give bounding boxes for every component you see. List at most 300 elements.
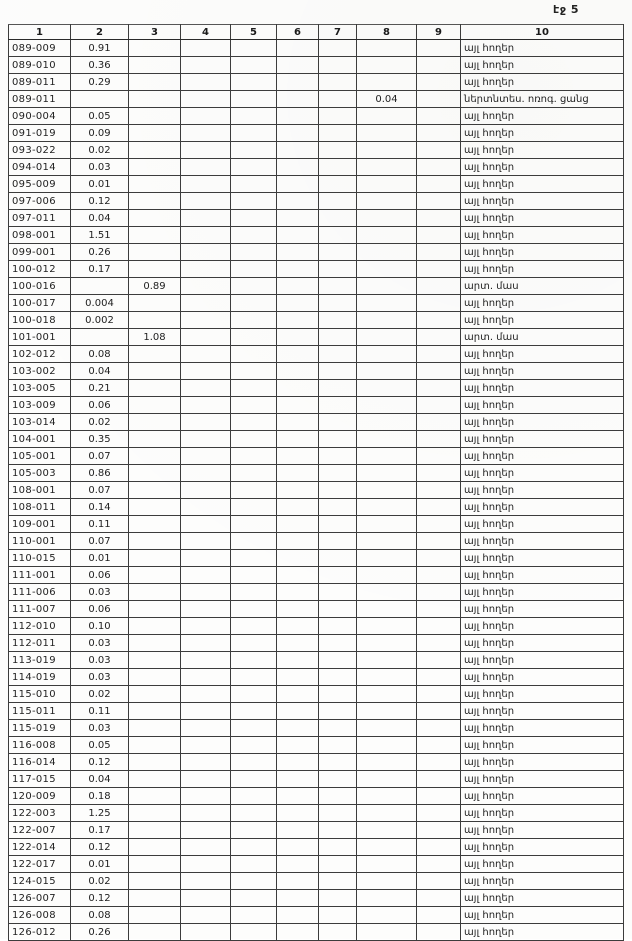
value-cell-7 [319, 618, 357, 635]
value-cell-3 [129, 227, 181, 244]
value-cell-9 [417, 533, 461, 550]
value-cell-9 [417, 499, 461, 516]
value-cell-9 [417, 125, 461, 142]
value-cell-6 [277, 720, 319, 737]
value-cell-3 [129, 193, 181, 210]
parcel-code-cell: 100-018 [9, 312, 71, 329]
table-row [9, 295, 624, 312]
value-cell-3 [129, 380, 181, 397]
parcel-code-cell: 095-009 [9, 176, 71, 193]
value-cell-8 [357, 57, 417, 74]
value-cell-2: 0.04 [71, 771, 129, 788]
land-type-cell: այլ հողեր [461, 380, 624, 397]
value-cell-8 [357, 244, 417, 261]
value-cell-9 [417, 856, 461, 873]
land-type-cell: այլ հողեր [461, 907, 624, 924]
value-cell-8 [357, 125, 417, 142]
value-cell-8 [357, 516, 417, 533]
value-cell-4 [181, 669, 231, 686]
value-cell-3 [129, 57, 181, 74]
table-row [9, 142, 624, 159]
value-cell-6 [277, 108, 319, 125]
value-cell-3 [129, 346, 181, 363]
table-row [9, 907, 624, 924]
value-cell-6 [277, 210, 319, 227]
value-cell-3 [129, 601, 181, 618]
value-cell-4 [181, 465, 231, 482]
value-cell-7 [319, 652, 357, 669]
parcel-code-cell: 091-019 [9, 125, 71, 142]
value-cell-4 [181, 635, 231, 652]
value-cell-4 [181, 312, 231, 329]
parcel-code-cell: 122-014 [9, 839, 71, 856]
table-row [9, 584, 624, 601]
table-row [9, 57, 624, 74]
value-cell-2: 0.18 [71, 788, 129, 805]
land-type-cell: այլ հողեր [461, 601, 624, 618]
value-cell-8 [357, 193, 417, 210]
value-cell-5 [231, 108, 277, 125]
land-type-cell: այլ հողեր [461, 363, 624, 380]
value-cell-5 [231, 363, 277, 380]
value-cell-8 [357, 482, 417, 499]
value-cell-5 [231, 669, 277, 686]
parcel-code-cell: 108-001 [9, 482, 71, 499]
value-cell-7 [319, 193, 357, 210]
table-row [9, 652, 624, 669]
value-cell-8 [357, 380, 417, 397]
value-cell-9 [417, 414, 461, 431]
land-type-cell: այլ հողեր [461, 397, 624, 414]
value-cell-5 [231, 584, 277, 601]
value-cell-2: 0.08 [71, 346, 129, 363]
value-cell-3 [129, 91, 181, 108]
value-cell-6 [277, 839, 319, 856]
value-cell-7 [319, 499, 357, 516]
parcel-code-cell: 124-015 [9, 873, 71, 890]
value-cell-9 [417, 312, 461, 329]
value-cell-8 [357, 856, 417, 873]
value-cell-6 [277, 584, 319, 601]
table-row [9, 244, 624, 261]
value-cell-8 [357, 890, 417, 907]
value-cell-5 [231, 533, 277, 550]
value-cell-6 [277, 822, 319, 839]
value-cell-7 [319, 414, 357, 431]
value-cell-7 [319, 703, 357, 720]
value-cell-6 [277, 329, 319, 346]
parcel-code-cell: 126-012 [9, 924, 71, 941]
value-cell-4 [181, 142, 231, 159]
value-cell-6 [277, 142, 319, 159]
value-cell-6 [277, 125, 319, 142]
land-type-cell: այլ հողեր [461, 499, 624, 516]
value-cell-8 [357, 669, 417, 686]
value-cell-3 [129, 924, 181, 941]
land-type-cell: այլ հողեր [461, 142, 624, 159]
value-cell-3 [129, 771, 181, 788]
value-cell-4 [181, 873, 231, 890]
value-cell-4 [181, 601, 231, 618]
value-cell-8 [357, 737, 417, 754]
value-cell-4 [181, 363, 231, 380]
land-type-cell: այլ հողեր [461, 652, 624, 669]
value-cell-2: 0.11 [71, 703, 129, 720]
value-cell-8 [357, 924, 417, 941]
column-header-5: 5 [231, 25, 277, 40]
land-type-cell: այլ հողեր [461, 856, 624, 873]
value-cell-7 [319, 567, 357, 584]
parcel-code-cell: 089-011 [9, 74, 71, 91]
parcel-code-cell: 089-011 [9, 91, 71, 108]
value-cell-8 [357, 873, 417, 890]
parcel-code-cell: 097-011 [9, 210, 71, 227]
value-cell-3 [129, 414, 181, 431]
value-cell-4 [181, 74, 231, 91]
value-cell-2: 0.26 [71, 924, 129, 941]
value-cell-2: 0.21 [71, 380, 129, 397]
value-cell-8 [357, 329, 417, 346]
value-cell-7 [319, 550, 357, 567]
parcel-code-cell: 102-012 [9, 346, 71, 363]
value-cell-8 [357, 465, 417, 482]
value-cell-7 [319, 210, 357, 227]
value-cell-4 [181, 397, 231, 414]
value-cell-5 [231, 720, 277, 737]
value-cell-4 [181, 924, 231, 941]
value-cell-4 [181, 40, 231, 57]
value-cell-5 [231, 737, 277, 754]
table-row [9, 635, 624, 652]
value-cell-8 [357, 686, 417, 703]
parcel-code-cell: 103-009 [9, 397, 71, 414]
value-cell-9 [417, 295, 461, 312]
table-row [9, 329, 624, 346]
table-row [9, 601, 624, 618]
value-cell-4 [181, 193, 231, 210]
land-type-cell: այլ հողեր [461, 210, 624, 227]
land-type-cell: այլ հողեր [461, 873, 624, 890]
value-cell-5 [231, 346, 277, 363]
value-cell-5 [231, 482, 277, 499]
value-cell-8 [357, 618, 417, 635]
value-cell-2: 0.02 [71, 686, 129, 703]
value-cell-2: 0.05 [71, 737, 129, 754]
table-row [9, 737, 624, 754]
table-row [9, 482, 624, 499]
value-cell-8 [357, 176, 417, 193]
parcel-code-cell: 101-001 [9, 329, 71, 346]
value-cell-2: 0.03 [71, 584, 129, 601]
value-cell-6 [277, 397, 319, 414]
value-cell-5 [231, 754, 277, 771]
value-cell-8 [357, 652, 417, 669]
parcel-code-cell: 100-016 [9, 278, 71, 295]
column-header-8: 8 [357, 25, 417, 40]
land-type-cell: այլ հողեր [461, 176, 624, 193]
land-type-cell: այլ հողեր [461, 720, 624, 737]
value-cell-8 [357, 754, 417, 771]
parcel-code-cell: 103-002 [9, 363, 71, 380]
value-cell-2: 0.09 [71, 125, 129, 142]
value-cell-8 [357, 635, 417, 652]
value-cell-6 [277, 482, 319, 499]
table-body [9, 40, 624, 941]
table-row [9, 533, 624, 550]
table-row [9, 890, 624, 907]
value-cell-6 [277, 278, 319, 295]
value-cell-9 [417, 380, 461, 397]
value-cell-5 [231, 74, 277, 91]
value-cell-2: 0.03 [71, 159, 129, 176]
value-cell-5 [231, 448, 277, 465]
value-cell-4 [181, 550, 231, 567]
value-cell-4 [181, 346, 231, 363]
value-cell-7 [319, 686, 357, 703]
value-cell-6 [277, 703, 319, 720]
table-row [9, 771, 624, 788]
value-cell-5 [231, 193, 277, 210]
land-type-cell: այլ հողեր [461, 125, 624, 142]
value-cell-2: 0.29 [71, 74, 129, 91]
value-cell-7 [319, 516, 357, 533]
land-type-cell: այլ հողեր [461, 822, 624, 839]
value-cell-6 [277, 448, 319, 465]
value-cell-3 [129, 125, 181, 142]
land-type-cell: այլ հողեր [461, 448, 624, 465]
value-cell-9 [417, 346, 461, 363]
value-cell-7 [319, 397, 357, 414]
parcel-code-cell: 114-019 [9, 669, 71, 686]
value-cell-2: 0.26 [71, 244, 129, 261]
table-row [9, 686, 624, 703]
value-cell-5 [231, 397, 277, 414]
value-cell-7 [319, 669, 357, 686]
value-cell-6 [277, 890, 319, 907]
value-cell-9 [417, 448, 461, 465]
value-cell-3 [129, 788, 181, 805]
value-cell-9 [417, 91, 461, 108]
parcel-code-cell: 110-015 [9, 550, 71, 567]
value-cell-7 [319, 448, 357, 465]
value-cell-5 [231, 601, 277, 618]
value-cell-3 [129, 465, 181, 482]
value-cell-3 [129, 431, 181, 448]
value-cell-5 [231, 210, 277, 227]
value-cell-2: 0.36 [71, 57, 129, 74]
value-cell-8 [357, 363, 417, 380]
value-cell-5 [231, 703, 277, 720]
value-cell-9 [417, 193, 461, 210]
land-type-cell: այլ հողեր [461, 890, 624, 907]
value-cell-3 [129, 499, 181, 516]
value-cell-2: 0.03 [71, 669, 129, 686]
value-cell-2: 0.004 [71, 295, 129, 312]
value-cell-3 [129, 550, 181, 567]
table-row [9, 720, 624, 737]
value-cell-8 [357, 907, 417, 924]
parcel-code-cell: 089-009 [9, 40, 71, 57]
land-type-cell: այլ հողեր [461, 924, 624, 941]
value-cell-4 [181, 176, 231, 193]
value-cell-2: 0.02 [71, 142, 129, 159]
value-cell-3 [129, 533, 181, 550]
value-cell-4 [181, 125, 231, 142]
value-cell-5 [231, 805, 277, 822]
value-cell-3 [129, 686, 181, 703]
column-header-9: 9 [417, 25, 461, 40]
value-cell-7 [319, 873, 357, 890]
value-cell-2: 0.12 [71, 754, 129, 771]
value-cell-9 [417, 329, 461, 346]
value-cell-2: 0.06 [71, 397, 129, 414]
value-cell-9 [417, 771, 461, 788]
value-cell-6 [277, 159, 319, 176]
parcel-code-cell: 111-001 [9, 567, 71, 584]
data-table [8, 24, 624, 941]
value-cell-6 [277, 516, 319, 533]
value-cell-3 [129, 907, 181, 924]
value-cell-9 [417, 363, 461, 380]
parcel-code-cell: 115-011 [9, 703, 71, 720]
value-cell-9 [417, 74, 461, 91]
parcel-code-cell: 099-001 [9, 244, 71, 261]
table-row [9, 703, 624, 720]
value-cell-6 [277, 295, 319, 312]
value-cell-4 [181, 703, 231, 720]
value-cell-9 [417, 703, 461, 720]
table-row [9, 91, 624, 108]
value-cell-9 [417, 142, 461, 159]
value-cell-3 [129, 856, 181, 873]
value-cell-8 [357, 533, 417, 550]
table-row [9, 380, 624, 397]
table-row [9, 839, 624, 856]
value-cell-7 [319, 856, 357, 873]
value-cell-8 [357, 720, 417, 737]
value-cell-5 [231, 261, 277, 278]
value-cell-7 [319, 244, 357, 261]
value-cell-9 [417, 584, 461, 601]
value-cell-3 [129, 142, 181, 159]
value-cell-2: 0.91 [71, 40, 129, 57]
value-cell-8: 0.04 [357, 91, 417, 108]
value-cell-8 [357, 295, 417, 312]
land-type-cell: այլ հողեր [461, 431, 624, 448]
value-cell-9 [417, 397, 461, 414]
table-row [9, 176, 624, 193]
value-cell-9 [417, 873, 461, 890]
value-cell-7 [319, 125, 357, 142]
value-cell-8 [357, 261, 417, 278]
value-cell-8 [357, 108, 417, 125]
value-cell-5 [231, 652, 277, 669]
value-cell-4 [181, 57, 231, 74]
value-cell-3 [129, 669, 181, 686]
land-type-cell: այլ հողեր [461, 414, 624, 431]
land-type-cell: այլ հողեր [461, 533, 624, 550]
parcel-code-cell: 126-007 [9, 890, 71, 907]
table-row [9, 193, 624, 210]
value-cell-2: 0.03 [71, 720, 129, 737]
value-cell-5 [231, 567, 277, 584]
value-cell-4 [181, 618, 231, 635]
value-cell-7 [319, 278, 357, 295]
value-cell-3 [129, 159, 181, 176]
value-cell-7 [319, 839, 357, 856]
table-row [9, 108, 624, 125]
value-cell-5 [231, 431, 277, 448]
value-cell-6 [277, 805, 319, 822]
parcel-code-cell: 117-015 [9, 771, 71, 788]
value-cell-3 [129, 210, 181, 227]
value-cell-8 [357, 805, 417, 822]
value-cell-5 [231, 686, 277, 703]
value-cell-8 [357, 142, 417, 159]
value-cell-3 [129, 652, 181, 669]
value-cell-9 [417, 465, 461, 482]
value-cell-2: 0.04 [71, 363, 129, 380]
column-header-10: 10 [461, 25, 624, 40]
table-row [9, 567, 624, 584]
value-cell-4 [181, 754, 231, 771]
value-cell-2: 0.07 [71, 533, 129, 550]
value-cell-7 [319, 346, 357, 363]
value-cell-2: 0.04 [71, 210, 129, 227]
value-cell-9 [417, 567, 461, 584]
value-cell-4 [181, 737, 231, 754]
value-cell-5 [231, 465, 277, 482]
value-cell-7 [319, 380, 357, 397]
land-type-cell: այլ հողեր [461, 737, 624, 754]
value-cell-3 [129, 890, 181, 907]
value-cell-4 [181, 244, 231, 261]
value-cell-2: 0.08 [71, 907, 129, 924]
land-type-cell: այլ հողեր [461, 159, 624, 176]
value-cell-8 [357, 499, 417, 516]
value-cell-9 [417, 482, 461, 499]
value-cell-9 [417, 737, 461, 754]
value-cell-9 [417, 839, 461, 856]
value-cell-3 [129, 244, 181, 261]
value-cell-4 [181, 448, 231, 465]
value-cell-2: 0.01 [71, 176, 129, 193]
value-cell-4 [181, 380, 231, 397]
value-cell-9 [417, 805, 461, 822]
value-cell-7 [319, 635, 357, 652]
land-type-cell: այլ հողեր [461, 788, 624, 805]
land-type-cell: արտ. մաս [461, 278, 624, 295]
value-cell-4 [181, 584, 231, 601]
parcel-code-cell: 122-017 [9, 856, 71, 873]
value-cell-8 [357, 601, 417, 618]
value-cell-9 [417, 635, 461, 652]
land-type-cell: այլ հողեր [461, 550, 624, 567]
value-cell-4 [181, 907, 231, 924]
value-cell-7 [319, 57, 357, 74]
value-cell-5 [231, 57, 277, 74]
table-row [9, 40, 624, 57]
parcel-code-cell: 116-014 [9, 754, 71, 771]
value-cell-7 [319, 363, 357, 380]
value-cell-7 [319, 465, 357, 482]
value-cell-6 [277, 227, 319, 244]
value-cell-3 [129, 567, 181, 584]
value-cell-5 [231, 788, 277, 805]
land-type-cell: այլ հողեր [461, 754, 624, 771]
value-cell-9 [417, 57, 461, 74]
table-row [9, 159, 624, 176]
